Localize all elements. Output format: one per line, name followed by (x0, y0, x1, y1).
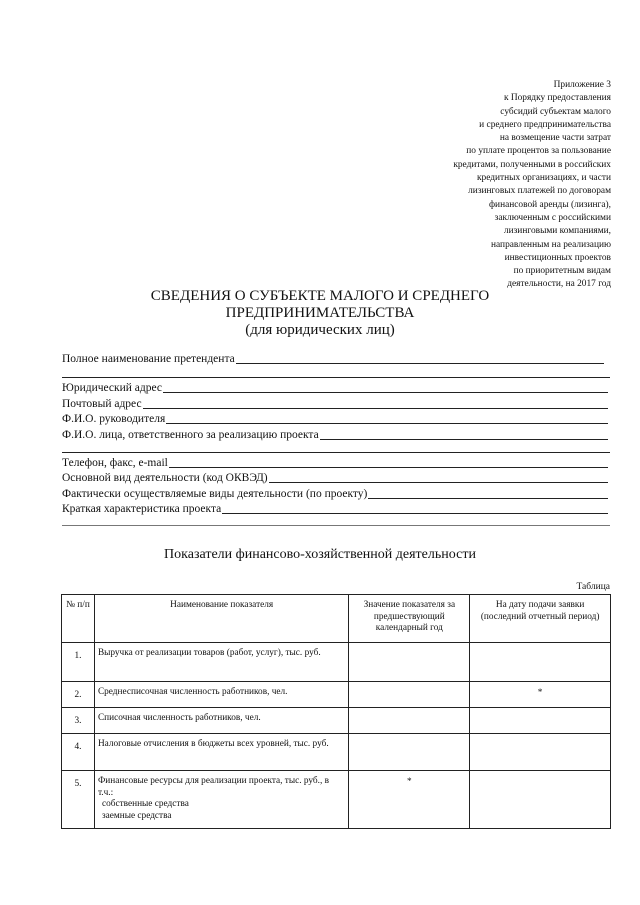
fill-line[interactable] (368, 498, 608, 499)
appendix-line: инвестиционных проектов (504, 252, 611, 263)
fill-line-continuation[interactable] (62, 525, 610, 526)
fill-line[interactable] (222, 513, 608, 514)
row-name: Среднесписочная численность работников, чел. (94, 682, 348, 708)
row-num: 3. (62, 708, 95, 734)
field-full-name[interactable] (62, 352, 604, 366)
field-label: Полное наименование претендента (62, 353, 235, 365)
cell-current[interactable] (470, 708, 611, 734)
row-name: Выручка от реализации товаров (работ, услуг), тыс. руб. (94, 643, 348, 682)
field-label: Ф.И.О. руководителя (62, 413, 166, 425)
field-legal-address[interactable] (62, 381, 608, 395)
fill-line-continuation[interactable] (62, 377, 610, 378)
table-row (62, 708, 611, 734)
table-row (62, 643, 611, 682)
table-row (62, 771, 611, 829)
header-prev-year: Значение показателя за предшествующий календарный год (349, 595, 470, 643)
row-num: 2. (62, 682, 95, 708)
row-name (94, 771, 348, 829)
field-main-activity[interactable] (62, 471, 608, 485)
row-num: 5. (62, 771, 95, 829)
row-sub-item: собственные средства (101, 799, 189, 809)
fill-line[interactable] (143, 408, 608, 409)
table-row (62, 734, 611, 771)
fill-line[interactable] (236, 363, 604, 364)
appendix-line: по уплате процентов за пользование (466, 146, 611, 157)
appendix-line: лизинговых платежей по договорам (468, 186, 611, 197)
cell-prev-year[interactable] (349, 708, 470, 734)
appendix-line: и среднего предпринимательства (479, 119, 611, 130)
row-sub-item: заемные средства (101, 810, 172, 821)
field-postal-address[interactable] (62, 397, 608, 411)
fill-line[interactable] (169, 467, 608, 468)
appendix-line: кредитных организациях, и части (476, 173, 611, 184)
appendix-line: к Порядку предоставления (503, 93, 611, 104)
field-label: Основной вид деятельности (код ОКВЭД) (62, 472, 268, 484)
cell-prev-year[interactable]: * (349, 771, 470, 829)
header-name: Наименование показателя (94, 595, 348, 643)
field-phone[interactable] (62, 456, 608, 470)
cell-prev-year[interactable] (349, 734, 470, 771)
field-label: Почтовый адрес (62, 398, 142, 410)
indicators-table (61, 594, 611, 829)
row-num: 4. (62, 734, 95, 771)
appendix-line: кредитами, полученными в российских (453, 159, 611, 170)
appendix-line: направленным на реализацию (491, 239, 611, 250)
header-current: На дату подачи заявки (последний отчетный период) (470, 595, 611, 643)
field-head-name[interactable] (62, 412, 608, 426)
cell-current[interactable] (470, 771, 611, 829)
title-line-2: ПРЕДПРИНИМАТЕЛЬСТВА (225, 305, 415, 321)
cell-current[interactable]: * (470, 682, 611, 708)
row-num: 1. (62, 643, 95, 682)
field-label: Ф.И.О. лица, ответственного за реализацию проекта (62, 429, 319, 441)
cell-prev-year[interactable] (349, 682, 470, 708)
field-label: Юридический адрес (62, 382, 162, 394)
cell-current[interactable] (470, 643, 611, 682)
fill-line[interactable] (320, 439, 608, 440)
field-actual-activity[interactable] (62, 487, 608, 501)
section-title: Показатели финансово-хозяйственной деятельности (164, 547, 476, 562)
appendix-line: деятельности, на 2017 год (507, 279, 611, 290)
appendix-line: финансовой аренды (лизинга), (488, 199, 611, 210)
field-responsible-name[interactable] (62, 428, 608, 442)
fill-line[interactable] (166, 423, 608, 424)
field-label: Фактически осуществляемые виды деятельности (по проекту) (62, 488, 368, 500)
fill-line-continuation[interactable] (62, 452, 610, 453)
table-header-row (62, 595, 611, 643)
fill-line[interactable] (163, 392, 608, 393)
row-name: Списочная численность работников, чел. (94, 708, 348, 734)
appendix-line: лизинговыми компаниями, (503, 226, 611, 237)
field-label: Краткая характеристика проекта (62, 503, 222, 515)
header-num: № п/п (62, 595, 95, 643)
fill-line[interactable] (269, 482, 608, 483)
row-name: Налоговые отчисления в бюджеты всех уровней, тыс. руб. (94, 734, 348, 771)
field-label: Телефон, факс, e-mail (62, 457, 168, 469)
cell-current[interactable] (470, 734, 611, 771)
table-row (62, 682, 611, 708)
appendix-line: Приложение 3 (553, 80, 611, 90)
appendix-header (351, 79, 611, 292)
appendix-line: на возмещение части затрат (499, 133, 611, 144)
title-subtitle: (для юридических лиц) (245, 322, 395, 338)
appendix-line: субсидий субъектам малого (500, 106, 611, 117)
cell-prev-year[interactable] (349, 643, 470, 682)
appendix-line: заключенным с российскими (494, 212, 611, 223)
row-name-text: Финансовые ресурсы для реализации проекта, тыс. руб., в т.ч.: (97, 776, 330, 798)
appendix-line: по приоритетным видам (513, 266, 611, 277)
table-caption: Таблица (576, 582, 610, 592)
field-project-description[interactable] (62, 502, 608, 516)
title-line-1: СВЕДЕНИЯ О СУБЪЕКТЕ МАЛОГО И СРЕДНЕГО (150, 288, 490, 304)
document-title (0, 288, 640, 339)
